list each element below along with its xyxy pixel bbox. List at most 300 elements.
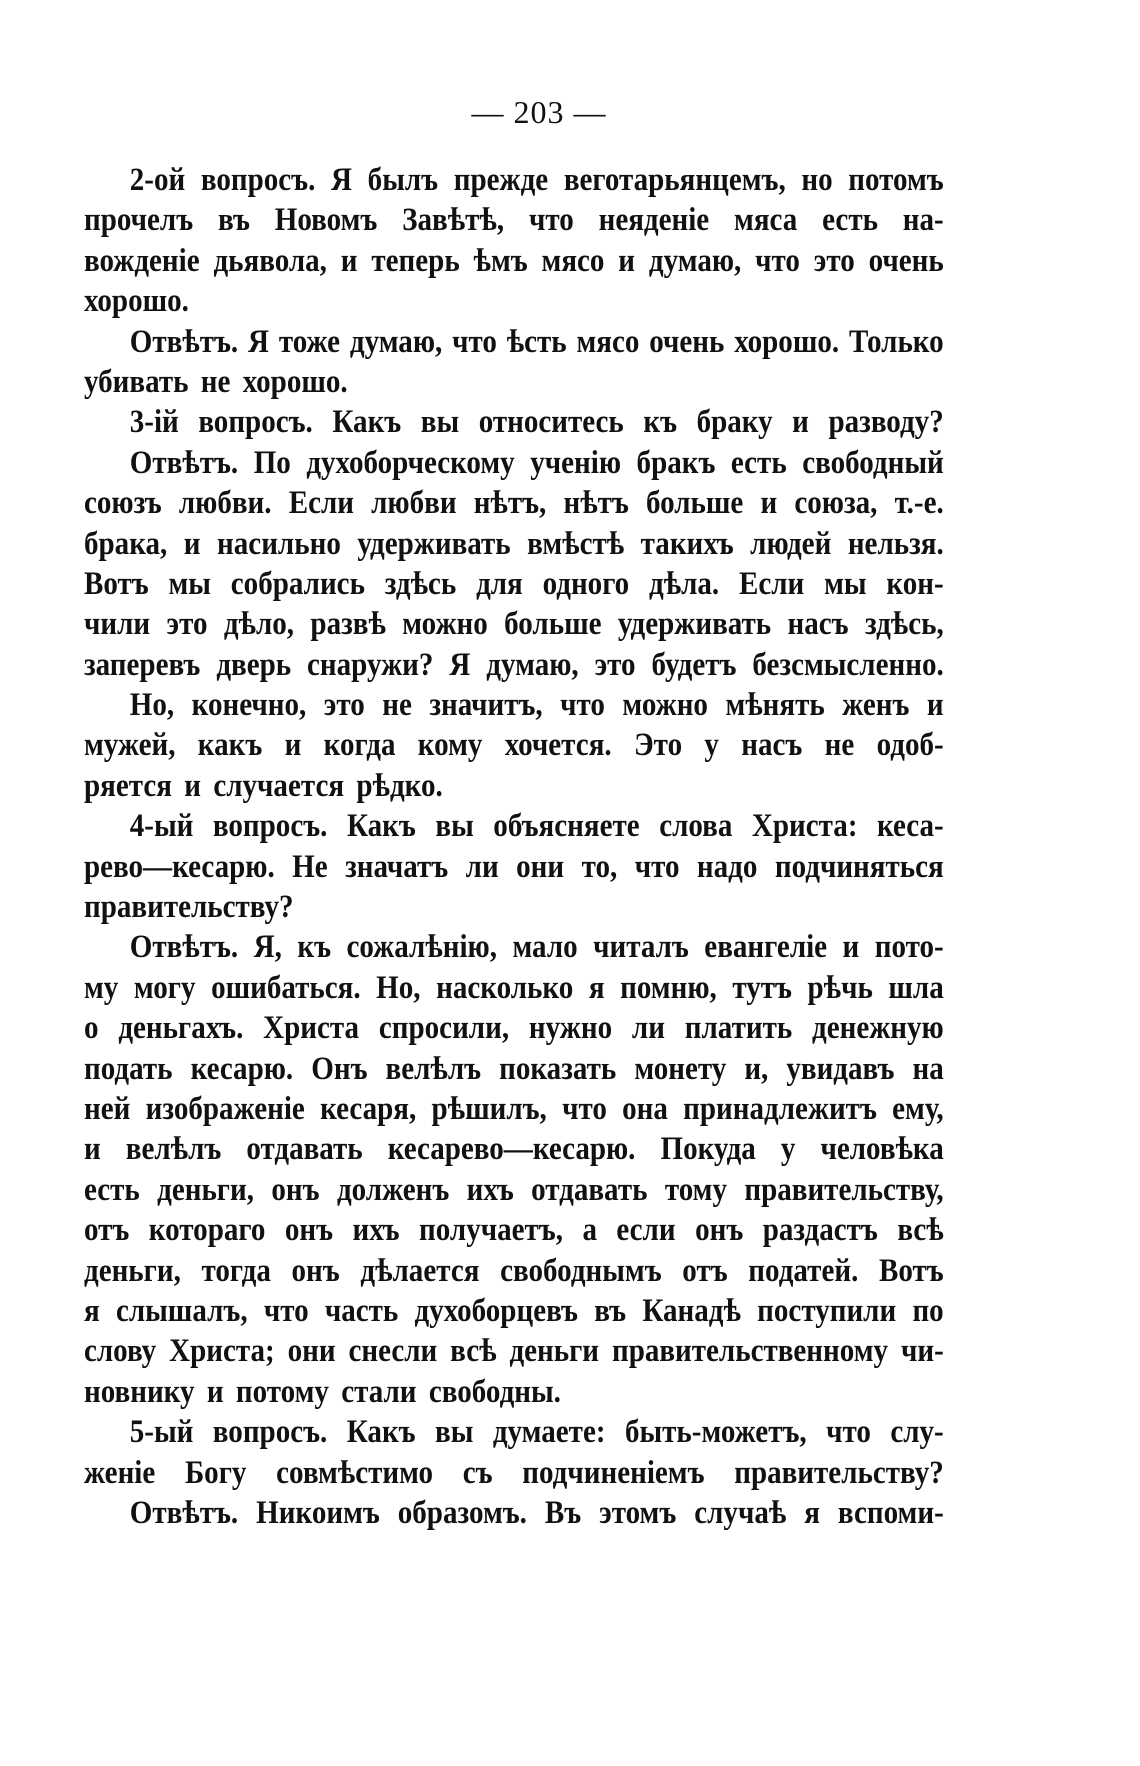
text-line — [84, 1008, 944, 1048]
word: веготарьянцемъ, — [563, 162, 786, 198]
word: тутъ — [732, 969, 792, 1006]
word: больше — [504, 606, 602, 643]
word: и, — [744, 1050, 769, 1087]
word: кеса- — [877, 808, 944, 845]
word: вожденіе — [84, 242, 200, 279]
text-line — [84, 725, 944, 765]
word: очень — [649, 323, 725, 360]
word: и — [792, 404, 809, 441]
word: заперевъ — [84, 646, 201, 683]
word: свободный — [802, 444, 944, 481]
word: Если — [288, 485, 354, 522]
word: значатъ — [345, 848, 449, 885]
word: нѣтъ, — [473, 485, 547, 522]
text-line — [84, 1049, 944, 1089]
word: отъ — [682, 1252, 728, 1289]
word: Не — [292, 848, 328, 885]
word: теперь — [371, 242, 460, 279]
word: вмѣстѣ — [527, 525, 625, 562]
word: могу — [133, 969, 196, 1006]
word: это — [166, 606, 208, 643]
text-line — [84, 604, 944, 644]
word: изображеніе — [145, 1090, 305, 1127]
word: но — [801, 162, 833, 198]
text-line — [84, 564, 944, 604]
word: му — [84, 969, 119, 1006]
word: 5-ый — [129, 1414, 194, 1451]
text-line — [84, 847, 944, 887]
word: ученію — [530, 444, 622, 481]
word: удерживать — [617, 606, 772, 643]
word: можно — [402, 606, 488, 643]
text-line — [84, 200, 944, 240]
word: то, — [581, 848, 618, 885]
word: Канадѣ — [642, 1292, 741, 1329]
word: Только — [848, 323, 944, 360]
word: Отвѣтъ. — [129, 323, 239, 360]
word: Я, — [253, 929, 282, 966]
text-line — [84, 1453, 944, 1493]
word: къ — [643, 404, 678, 441]
word: правительству? — [84, 889, 294, 926]
word: т.-е. — [894, 485, 944, 522]
word: помню, — [620, 969, 717, 1006]
text-line — [84, 402, 944, 442]
word: евангеліе — [704, 929, 828, 966]
word: нѣтъ — [563, 485, 629, 522]
word: ѣсть — [506, 323, 567, 360]
word: не — [200, 363, 231, 400]
word: разводу? — [828, 404, 944, 441]
word: деньги — [509, 1333, 600, 1370]
word: ихъ — [352, 1212, 400, 1249]
word: если — [616, 1212, 676, 1249]
word: этомъ — [599, 1494, 677, 1531]
word: рѣдко. — [356, 767, 443, 804]
word: вопросъ. — [212, 1414, 328, 1451]
word: чи- — [900, 1333, 944, 1370]
word: велѣлъ — [385, 1050, 482, 1087]
text-line — [84, 1493, 944, 1533]
word: чили — [84, 606, 151, 643]
word: совмѣстимо — [276, 1454, 434, 1491]
word: и — [618, 242, 636, 279]
body-text — [84, 160, 944, 1533]
word: котораго — [148, 1212, 266, 1249]
word: новнику — [84, 1373, 195, 1410]
word: прочелъ — [84, 202, 194, 239]
word: женіе — [84, 1454, 156, 1491]
word: нужно — [528, 1010, 613, 1047]
word: здѣсь — [384, 565, 457, 602]
word: въ — [218, 202, 250, 239]
word: удерживать — [357, 525, 511, 562]
word: правительству, — [744, 1171, 944, 1208]
word: Богу — [184, 1454, 247, 1491]
text-line — [84, 443, 944, 483]
word: союза, — [794, 485, 878, 522]
text-line — [84, 806, 944, 846]
word: увидавъ — [786, 1050, 895, 1087]
word: потому — [235, 1373, 329, 1410]
word: въ — [594, 1292, 627, 1329]
word: часть — [324, 1292, 399, 1329]
word: и — [84, 1131, 101, 1168]
word: Отвѣтъ. — [129, 444, 239, 481]
word: получаетъ, — [419, 1212, 563, 1249]
word: что — [562, 1090, 607, 1127]
word: ряется — [84, 767, 172, 804]
text-line — [84, 1372, 944, 1412]
word: дверь — [216, 646, 292, 683]
word: платить — [684, 1010, 793, 1047]
word: долженъ — [336, 1171, 450, 1208]
text-line — [84, 160, 944, 200]
word: ли — [631, 1010, 665, 1047]
word: слова — [659, 808, 733, 845]
word: не — [382, 687, 412, 724]
word: отъ — [84, 1212, 130, 1249]
word: здѣсь, — [864, 606, 944, 643]
word: не — [824, 727, 855, 764]
word: Я — [248, 323, 269, 360]
word: ѣмъ — [473, 242, 528, 279]
word: это — [594, 646, 636, 683]
word: дьявола, — [213, 242, 327, 279]
word: снесли — [348, 1333, 438, 1370]
word: и — [926, 687, 944, 724]
word: рево—кесарю. — [84, 848, 275, 885]
word: это — [323, 687, 365, 724]
word: кесарю. — [190, 1050, 294, 1087]
word: монету — [634, 1050, 727, 1087]
word: она — [622, 1090, 668, 1127]
word: онъ — [695, 1212, 744, 1249]
word: ему, — [892, 1090, 944, 1127]
word: вы — [435, 808, 474, 845]
word: мы — [168, 565, 211, 602]
text-line — [84, 927, 944, 967]
text-line — [84, 241, 944, 281]
word: что — [826, 1414, 871, 1451]
text-line — [84, 968, 944, 1008]
word: человѣка — [820, 1131, 944, 1168]
text-line — [84, 1089, 944, 1129]
word: кому — [417, 727, 483, 764]
word: Христа — [263, 1010, 360, 1047]
word: Новомъ — [274, 202, 378, 239]
word: надо — [696, 848, 758, 885]
text-line — [84, 362, 944, 402]
text-line — [84, 1170, 944, 1210]
word: бракъ — [636, 444, 716, 481]
word: на- — [902, 202, 944, 239]
word: Это — [633, 727, 683, 764]
word: хорошо. — [734, 323, 840, 360]
word: убивать — [84, 363, 189, 400]
word: кесарево—кесарю. — [387, 1131, 636, 1168]
word: одоб- — [876, 727, 944, 764]
text-line — [84, 645, 944, 685]
word: что — [263, 1292, 309, 1329]
word: думаете: — [492, 1414, 606, 1451]
word: свободнымъ — [500, 1252, 662, 1289]
word: Христа; — [169, 1333, 275, 1370]
word: по — [912, 1292, 944, 1329]
text-line — [84, 685, 944, 725]
word: кесаря, — [320, 1090, 417, 1127]
word: они — [287, 1333, 336, 1370]
word: сожалѣнію, — [346, 929, 497, 966]
word: развѣ — [310, 606, 386, 643]
word: и — [340, 242, 358, 279]
word: образомъ. — [397, 1494, 527, 1531]
word: мы — [824, 565, 867, 602]
word: Какъ — [332, 404, 402, 441]
word: къ — [297, 929, 332, 966]
word: когда — [323, 727, 396, 764]
page-number: — 203 — — [471, 94, 607, 130]
word: Если — [739, 565, 805, 602]
word: подать — [84, 1050, 173, 1087]
word: поступили — [757, 1292, 897, 1329]
word: и — [842, 929, 860, 966]
word: снаружи? — [307, 646, 434, 683]
word: кон- — [886, 565, 944, 602]
word: что — [528, 202, 574, 239]
word: онъ — [291, 1252, 340, 1289]
word: есть — [730, 444, 787, 481]
word: Вотъ — [84, 565, 149, 602]
word: потомъ — [848, 162, 944, 198]
word: тогда — [201, 1252, 271, 1289]
word: думаю, — [349, 323, 443, 360]
word: насъ — [741, 727, 803, 764]
word: союзъ — [84, 485, 162, 522]
word: конечно, — [191, 687, 307, 724]
word: правительственному — [611, 1333, 889, 1370]
word: что — [755, 242, 800, 279]
word: податей. — [748, 1252, 859, 1289]
text-line — [84, 766, 944, 806]
word: хочется. — [504, 727, 612, 764]
word: подчиняться — [774, 848, 944, 885]
text-line — [84, 524, 944, 564]
word: относитесь — [478, 404, 624, 441]
word: будетъ — [651, 646, 737, 683]
word: что — [452, 323, 497, 360]
word: свободны. — [428, 1373, 561, 1410]
text-line — [84, 281, 944, 321]
word: читалъ — [593, 929, 689, 966]
word: Но, — [129, 687, 175, 724]
word: женъ — [842, 687, 910, 724]
word: неяденіе — [598, 202, 710, 239]
word: духоборческому — [306, 444, 515, 481]
word: вы — [420, 404, 460, 441]
word: спросили, — [378, 1010, 510, 1047]
word: что — [560, 687, 605, 724]
word: больше — [645, 485, 744, 522]
word: такихъ — [640, 525, 734, 562]
word: и — [184, 767, 202, 804]
word: любви. — [178, 485, 272, 522]
word: Онъ — [311, 1050, 368, 1087]
word: дѣла. — [649, 565, 720, 602]
word: Отвѣтъ. — [129, 1494, 239, 1531]
word: это — [813, 242, 855, 279]
word: думаю, — [648, 242, 742, 279]
word: значитъ, — [429, 687, 543, 724]
word: Но, — [376, 969, 421, 1006]
word: хорошо. — [242, 363, 348, 400]
word: денежную — [812, 1010, 944, 1047]
word: принадлежитъ — [683, 1090, 877, 1127]
word: былъ — [367, 162, 439, 198]
word: случается — [213, 767, 345, 804]
word: слышалъ, — [115, 1292, 248, 1329]
word: ошибаться. — [211, 969, 361, 1006]
word: я — [588, 969, 605, 1006]
word: для — [476, 565, 523, 602]
word: стали — [341, 1373, 417, 1410]
text-line — [84, 887, 944, 927]
word: дѣлается — [360, 1252, 480, 1289]
word: съ — [462, 1454, 493, 1491]
word: пото- — [874, 929, 944, 966]
word: рѣчь — [807, 969, 873, 1006]
word: у — [704, 727, 719, 764]
word: дѣло, — [223, 606, 295, 643]
word: правительству? — [734, 1454, 944, 1491]
word: тому — [664, 1171, 727, 1208]
word: Я — [449, 646, 471, 683]
word: шла — [888, 969, 944, 1006]
word: брака, — [84, 525, 168, 562]
word: Завѣтѣ, — [402, 202, 505, 239]
word: быть-можетъ, — [624, 1414, 807, 1451]
word: очень — [868, 242, 944, 279]
text-line — [84, 1412, 944, 1452]
text-line — [84, 1331, 944, 1371]
word: думаю, — [486, 646, 579, 683]
word: нельзя. — [847, 525, 944, 562]
text-line — [84, 1210, 944, 1250]
word: безсмысленно. — [752, 646, 944, 683]
word: людей — [750, 525, 832, 562]
word: какъ — [197, 727, 263, 764]
word: По — [253, 444, 291, 481]
word: насколько — [436, 969, 574, 1006]
word: духоборцевъ — [414, 1292, 578, 1329]
word: деньгахъ. — [118, 1010, 244, 1047]
word: 4-ый — [129, 808, 194, 845]
text-line — [84, 1251, 944, 1291]
word: прежде — [453, 162, 549, 198]
word: на — [912, 1050, 944, 1087]
word: мясо — [576, 323, 640, 360]
word: вопросъ. — [198, 404, 313, 441]
word: собрались — [230, 565, 365, 602]
word: вы — [435, 1414, 474, 1451]
word: есть — [84, 1171, 140, 1208]
word: Вотъ — [878, 1252, 944, 1289]
word: они — [516, 848, 565, 885]
word: всѣ — [450, 1333, 497, 1370]
word: велѣлъ — [125, 1131, 222, 1168]
word: и — [206, 1373, 224, 1410]
word: о — [84, 1010, 99, 1047]
word: ихъ — [466, 1171, 514, 1208]
word: мяса — [734, 202, 798, 239]
word: случаѣ — [694, 1494, 787, 1531]
word: а — [582, 1212, 597, 1249]
word: Я — [331, 162, 353, 198]
word: 3-ій — [129, 404, 179, 441]
text-line — [84, 1291, 944, 1331]
word: мясо — [541, 242, 605, 279]
word: Покуда — [660, 1131, 756, 1168]
word: что — [634, 848, 680, 885]
word: насильно — [217, 525, 341, 562]
word: и — [284, 727, 302, 764]
word: показать — [499, 1050, 617, 1087]
word: онъ — [284, 1212, 334, 1249]
word: Какъ — [346, 808, 416, 845]
word: Въ — [544, 1494, 582, 1531]
word: и — [183, 525, 201, 562]
text-line — [84, 322, 944, 362]
word: отдавать — [531, 1171, 648, 1208]
word: и — [760, 485, 778, 522]
word: всѣ — [897, 1212, 944, 1249]
word: одного — [542, 565, 630, 602]
word: я — [84, 1292, 100, 1329]
word: вопросъ. — [200, 162, 316, 198]
text-line — [84, 483, 944, 523]
word: деньги, — [84, 1252, 181, 1289]
word: объясняете — [493, 808, 640, 845]
word: ли — [465, 848, 499, 885]
word: Никоимъ — [256, 1494, 380, 1531]
word: Отвѣтъ. — [129, 929, 239, 966]
word: браку — [696, 404, 773, 441]
word: онъ — [271, 1171, 320, 1208]
word: можно — [622, 687, 708, 724]
word: я — [804, 1494, 820, 1531]
word: рѣшилъ, — [431, 1090, 547, 1127]
word: 2-ой — [129, 162, 186, 198]
word: есть — [822, 202, 878, 239]
word: деньги, — [157, 1171, 254, 1208]
word: хорошо. — [84, 283, 189, 320]
word: насъ — [787, 606, 849, 643]
word: слову — [84, 1333, 157, 1370]
word: мужей, — [84, 727, 176, 764]
text-line — [84, 1129, 944, 1169]
word: тоже — [278, 323, 341, 360]
word: раздастъ — [762, 1212, 878, 1249]
word: Какъ — [346, 1414, 416, 1451]
word: ней — [84, 1090, 131, 1127]
word: отдавать — [246, 1131, 363, 1168]
word: у — [780, 1131, 796, 1168]
word: мало — [512, 929, 578, 966]
word: подчиненіемъ — [522, 1454, 705, 1491]
word: Христа: — [751, 808, 858, 845]
word: любви — [371, 485, 457, 522]
word: мѣнять — [725, 687, 825, 724]
